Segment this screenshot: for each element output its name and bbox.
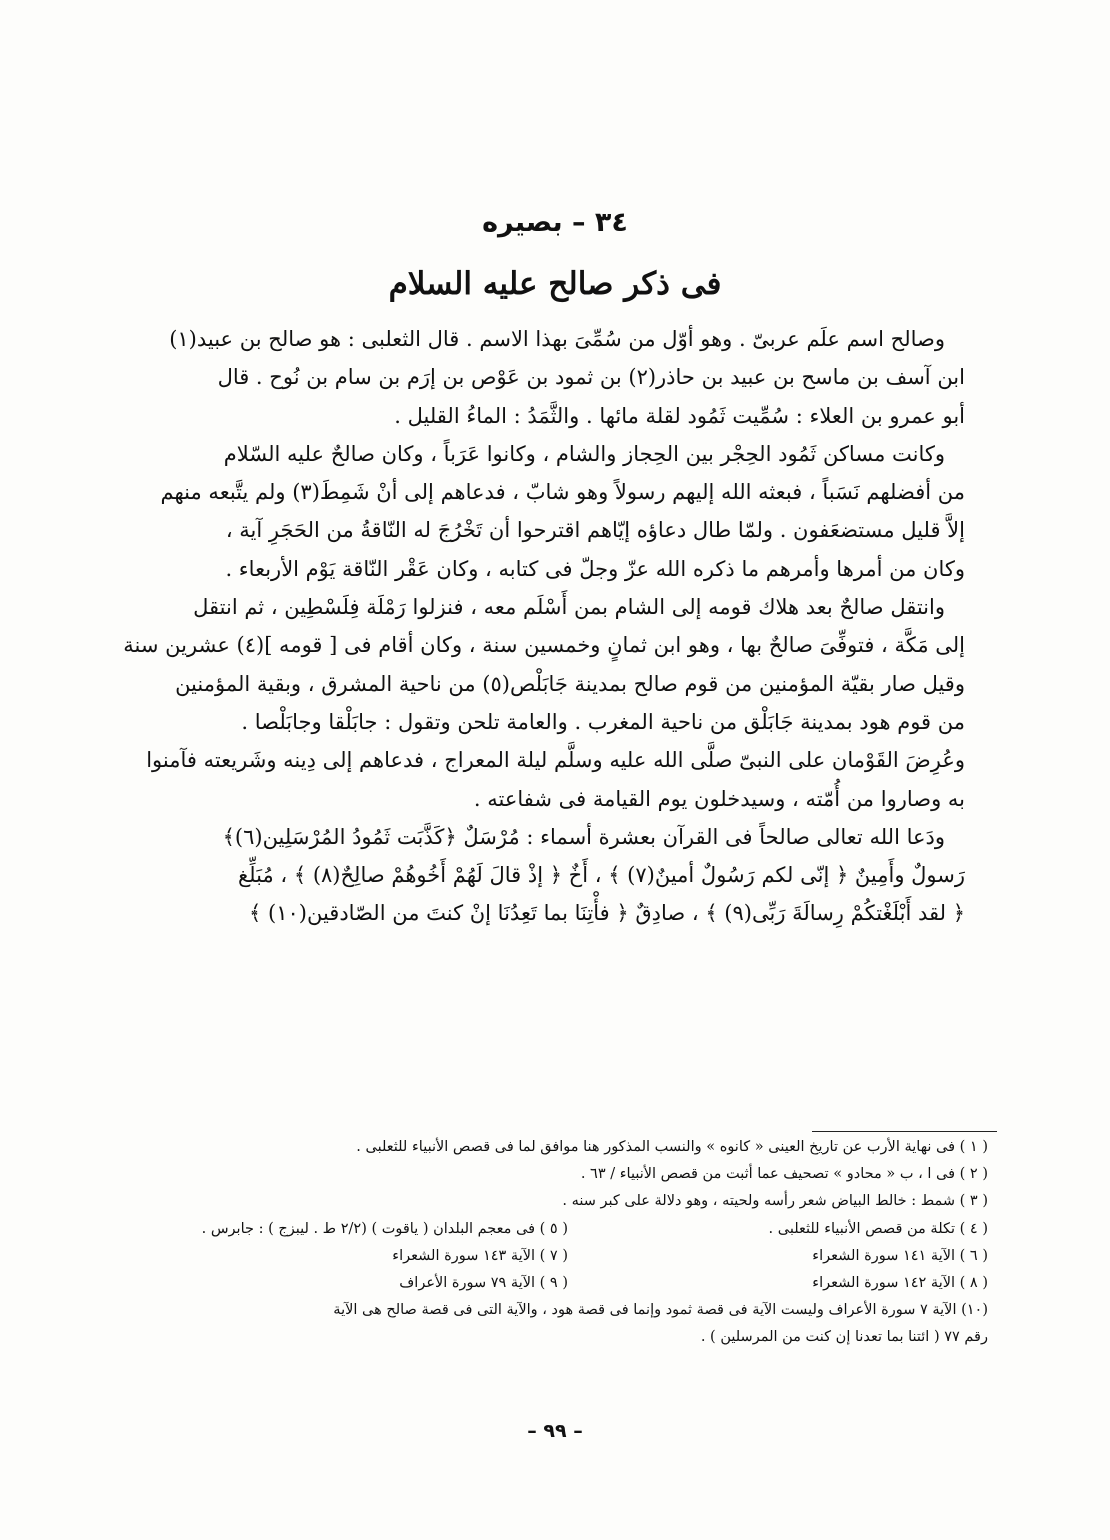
footnote-10: (١٠) الآية ٧ سورة الأعراف وليست الآية فى قصة ثمود وإنما فى قصة هود ، والآية التى فى قصة صالح هى الآية <box>333 1302 988 1319</box>
footnote-7: ( ٧ ) الآية ١٤٣ سورة الشعراء <box>392 1247 568 1264</box>
footnote-row <box>150 1216 988 1243</box>
section-heading: ٣٤ – بصيره <box>482 207 628 238</box>
body-line: وصالح اسم علَم عربىّ . وهو أوّل من سُمِّىَ بهذا الاسم . قال الثعلبى : هو صالح بن عبيد(١) <box>169 327 945 351</box>
footnote-row <box>150 1270 988 1297</box>
body-line: به وصاروا من أُمّته ، وسيدخلون يوم القيامة فى شفاعته . <box>473 786 965 811</box>
footnote-2: ( ٢ ) فى ا ، ب « محادو » تصحيف عما أثبت من قصص الأنبياء / ٦٣ . <box>580 1166 988 1183</box>
body-line: وكان من أمرها وأمرهم ما ذكره الله عزّ وجلّ فى كتابه ، وكان عَقْر النّاقة يَوْم الأربعاء . <box>225 556 965 581</box>
footnote-9: ( ٩ ) الآية ٧٩ سورة الأعراف <box>399 1274 568 1291</box>
footnote-4: ( ٤ ) تكلة من قصص الأنبياء للثعلبى . <box>768 1220 988 1237</box>
footnote-1: ( ١ ) فى نهاية الأرب عن تاريخ العينى « كانوه » والنسب المذكور هنا موافق لما فى قصص الأنبياء للثعلبى . <box>356 1139 988 1155</box>
footnote-divider <box>812 1131 997 1132</box>
body-line: من أفضلهم نَسَباً ، فبعثه الله إليهم رسولاً وهو شابّ ، فدعاهم إلى أنْ شَمِطَ(٣) ولم يتَّبعه منهم <box>160 480 965 505</box>
body-line: ودَعا الله تعالى صالحاً فى القرآن بعشرة أسماء : مُرْسَلٌ ﴿كَذَّبَت ثَمُودُ المُرْسَلِين(٦)﴾ <box>222 824 945 849</box>
body-line: من قوم هود بمدينة جَابَلْق من ناحية المغرب . والعامة تلحن وتقول : جابَلْقا وجابَلْصا . <box>241 709 965 734</box>
body-line: وكانت مساكن ثَمُود الحِجْر بين الحِجاز والشام ، وكانوا عَرَباً ، وكان صالحٌ عليه السّلام <box>223 441 945 466</box>
body-line: إلى مَكَّة ، فتوفِّىَ صالحٌ بها ، وهو ابن ثمانٍ وخمسين سنة ، وكان أقام فى [ قومه ](٤) عشرين سنة <box>123 633 965 658</box>
body-line: وقيل صار بقيّة المؤمنين من قوم صالح بمدينة جَابَلْص(٥) من ناحية المشرق ، وبقية المؤمنين <box>175 671 965 696</box>
page-number: – ٩٩ – <box>527 1420 583 1442</box>
footnote-6: ( ٦ ) الآية ١٤١ سورة الشعراء <box>812 1247 988 1264</box>
footnote-5: ( ٥ ) فى معجم البلدان ( ياقوت ) (٢/٢ ط . ليبزج ) : جابرس . <box>201 1220 568 1237</box>
footnotes <box>150 1134 988 1352</box>
body-line: إلاَّ قليل مستضعَفون . ولمّا طال دعاؤه إيّاهم اقترحوا أن تَخْرُجَ له النّاقةُ من الحَجَرِ آية ، <box>225 518 965 543</box>
footnote-row <box>150 1243 988 1270</box>
footnote-3: ( ٣ ) شمط : خالط البياض شعر رأسه ولحيته ، وهو دلالة على كبر سنه . <box>562 1193 988 1210</box>
footnote-8: ( ٨ ) الآية ١٤٢ سورة الشعراء <box>812 1274 988 1291</box>
body-line: رَسولٌ وأَمِينٌ ﴿ إنّى لكم رَسُولٌ أمينٌ(٧) ﴾ ، أَخٌ ﴿ إذْ قالَ لَهُمْ أَخُوهُمْ صالِحٌ(٨) ﴾ ، مُبَلِّغ <box>238 863 965 888</box>
body-line: وعُرِضَ القَوْمان على النبىّ صلَّى الله عليه وسلَّم ليلة المعراج ، فدعاهم إلى دِينه وشَريعته فآمنوا <box>146 748 965 773</box>
body-line: وانتقل صالحٌ بعد هلاك قومه إلى الشام بمن أَسْلَم معه ، فنزلوا رَمْلَة فِلَسْطِين ، ثم انتقل <box>193 595 945 620</box>
body-text <box>123 320 965 933</box>
section-subheading: فى ذكر صالح عليه السلام <box>388 266 722 302</box>
body-line: أبو عمرو بن العلاء : سُمِّيت ثَمُود لقلة مائها . والثَّمَدُ : الماءُ القليل . <box>394 403 965 428</box>
body-line: ابن آسف بن ماسح بن عبيد بن حاذر(٢) بن ثمود بن عَوْص بن إرَم بن سام بن نُوح . قال <box>217 365 965 390</box>
footnote-10-continued: رقم ٧٧ ( ائتنا بما تعدنا إن كنت من المرسلين ) . <box>700 1329 988 1346</box>
body-line: ﴿ لقد أَبْلَغْتكُمْ رِسالَةَ رَبِّى(٩) ﴾ ، صادِقٌ ﴿ فأْتِنَا بما تَعِدُنَا إنْ كنتَ من الصّادقين(١٠) ﴾ <box>249 901 965 926</box>
